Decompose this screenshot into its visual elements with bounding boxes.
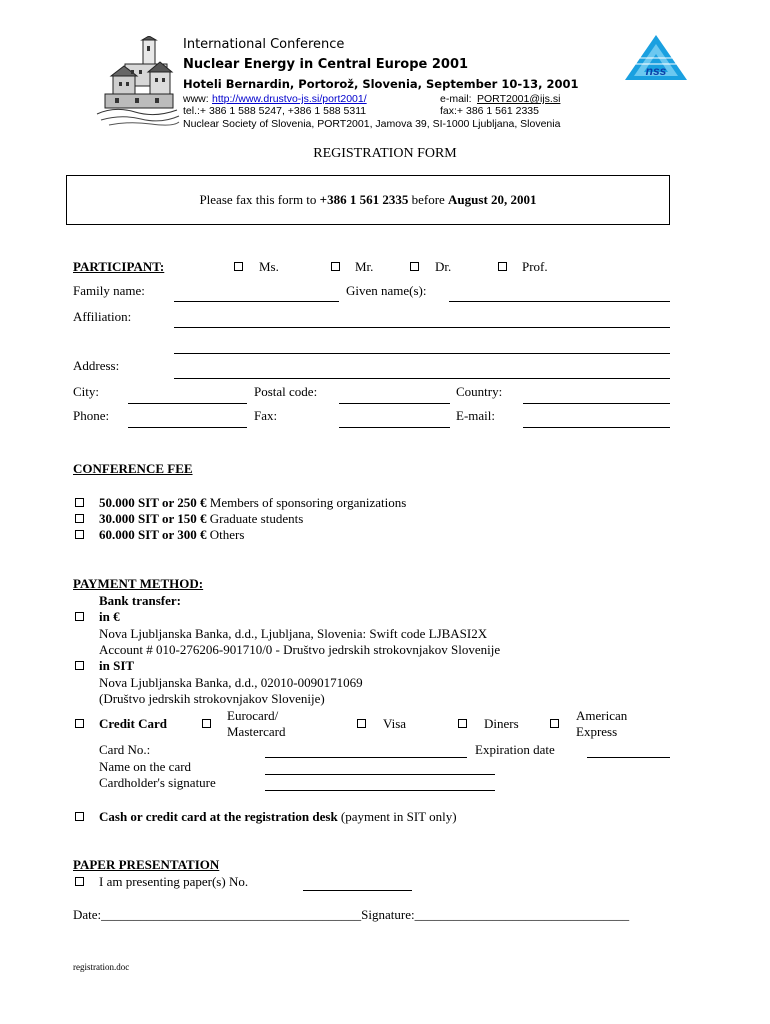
fax-instruction (67, 192, 669, 208)
title-dr-label: Dr. (435, 259, 452, 274)
fee-option-3 (99, 527, 244, 543)
fee-option-checkbox[interactable] (75, 530, 84, 539)
form-title: REGISTRATION FORM (313, 146, 457, 161)
header-fax: fax:+ 386 1 561 2335 (440, 105, 539, 117)
fax-deadline: August 20, 2001 (448, 192, 537, 207)
fee-desc: Graduate students (206, 511, 304, 526)
affiliation-label: Affiliation: (73, 309, 132, 324)
presenting-paper-checkbox[interactable] (75, 877, 84, 886)
affiliation-field-2[interactable] (174, 353, 670, 354)
credit-card-checkbox[interactable] (75, 719, 84, 728)
phone-field[interactable] (128, 427, 247, 428)
credit-card-label: Credit Card (99, 716, 168, 731)
cardholder-signature-field[interactable] (265, 790, 495, 791)
city-field[interactable] (128, 403, 247, 404)
title-mr-checkbox[interactable] (331, 262, 340, 271)
postal-code-field[interactable] (339, 403, 450, 404)
title-prof-label: Prof. (522, 259, 548, 274)
diners-checkbox[interactable] (458, 719, 467, 728)
visa-checkbox[interactable] (357, 719, 366, 728)
fee-option-checkbox[interactable] (75, 498, 84, 507)
pay-eur-checkbox[interactable] (75, 612, 84, 621)
fee-amount: 50.000 SIT or 250 € (99, 495, 207, 510)
expiration-date-field[interactable] (587, 757, 670, 758)
name-on-card-field[interactable] (265, 774, 495, 775)
email-link[interactable]: PORT2001@ijs.si (477, 93, 561, 105)
visa-label: Visa (383, 716, 407, 731)
fax-number: +386 1 561 2335 (319, 192, 409, 207)
sit-bank-details: Nova Ljubljanska Banka, d.d., 02010-0090171069 (99, 675, 363, 690)
participant-heading: PARTICIPANT: (73, 259, 165, 274)
website-link[interactable]: http://www.drustvo-js.si/port2001/ (212, 93, 367, 105)
fax-instruction-pre: Please fax this form to (199, 192, 320, 207)
email-label: e-mail: (440, 93, 472, 105)
castle-illustration (95, 36, 180, 128)
country-field[interactable] (523, 403, 670, 404)
family-name-label: Family name: (73, 283, 145, 298)
eurocard-checkbox[interactable] (202, 719, 211, 728)
bank-transfer-label: Bank transfer: (99, 593, 181, 608)
conference-venue: Hoteli Bernardin, Portorož, Slovenia, September 10-13, 2001 (183, 77, 579, 91)
conference-name-line1: International Conference (183, 37, 345, 52)
amex-label-1: American (576, 708, 628, 723)
given-names-label: Given name(s): (346, 283, 427, 298)
name-on-card-label: Name on the card (99, 759, 192, 774)
address-label: Address: (73, 358, 120, 373)
date-signature-line[interactable]: Date:________________________________________Signature:_________________________________ (73, 907, 630, 922)
title-dr-checkbox[interactable] (410, 262, 419, 271)
phone-label: Phone: (73, 408, 110, 423)
conference-fee-heading: CONFERENCE FEE (73, 461, 193, 476)
paper-number-field[interactable] (303, 890, 412, 891)
fee-amount: 60.000 SIT or 300 € (99, 527, 207, 542)
expiration-date-label: Expiration date (475, 742, 555, 757)
fee-desc: Members of sponsoring organizations (206, 495, 407, 510)
fee-option-checkbox[interactable] (75, 514, 84, 523)
city-label: City: (73, 384, 100, 399)
title-ms-checkbox[interactable] (234, 262, 243, 271)
title-ms-label: Ms. (259, 259, 279, 274)
title-mr-label: Mr. (355, 259, 374, 274)
header-address: Nuclear Society of Slovenia, PORT2001, Jamova 39, SI-1000 Ljubljana, Slovenia (183, 118, 561, 130)
fax-instruction-box (66, 175, 670, 225)
cash-at-desk-note: (payment in SIT only) (337, 809, 457, 824)
fee-option-1 (99, 495, 406, 511)
nss-logo (624, 34, 688, 82)
paper-presentation-heading: PAPER PRESENTATION (73, 857, 220, 872)
cardholder-signature-label: Cardholder's signature (99, 775, 216, 790)
fee-desc: Others (206, 527, 245, 542)
amex-checkbox[interactable] (550, 719, 559, 728)
fax-field[interactable] (339, 427, 450, 428)
card-number-field[interactable] (265, 757, 467, 758)
sit-account-holder: (Društvo jedrskih strokovnjakov Slovenije) (99, 691, 325, 706)
pay-eur-label: in € (99, 609, 120, 624)
payment-method-heading: PAYMENT METHOD: (73, 576, 204, 591)
eur-account-details: Account # 010-276206-901710/0 - Društvo jedrskih strokovnjakov Slovenije (99, 642, 501, 657)
cash-at-desk-option (99, 809, 457, 825)
pay-sit-label: in SIT (99, 658, 135, 673)
family-name-field[interactable] (174, 301, 339, 302)
eurocard-label-1: Eurocard/ (227, 708, 279, 723)
affiliation-field-1[interactable] (174, 327, 670, 328)
title-prof-checkbox[interactable] (498, 262, 507, 271)
amex-label-2: Express (576, 724, 618, 739)
cash-at-desk-label: Cash or credit card at the registration desk (99, 809, 338, 824)
address-field[interactable] (174, 378, 670, 379)
header-telephone: tel.:+ 386 1 588 5247, +386 1 588 5311 (183, 105, 367, 117)
pay-sit-checkbox[interactable] (75, 661, 84, 670)
given-names-field[interactable] (449, 301, 670, 302)
card-number-label: Card No.: (99, 742, 151, 757)
document-filename: registration.doc (73, 962, 130, 972)
email-label-field: E-mail: (456, 408, 495, 423)
eur-bank-details: Nova Ljubljanska Banka, d.d., Ljubljana, Slovenia: Swift code LJBASI2X (99, 626, 488, 641)
email-field[interactable] (523, 427, 670, 428)
website-label: www: (183, 93, 209, 105)
diners-label: Diners (484, 716, 519, 731)
eurocard-label-2: Mastercard (227, 724, 286, 739)
fee-amount: 30.000 SIT or 150 € (99, 511, 207, 526)
presenting-paper-label: I am presenting paper(s) No. (99, 874, 249, 889)
fax-label: Fax: (254, 408, 278, 423)
cash-at-desk-checkbox[interactable] (75, 812, 84, 821)
fax-instruction-mid: before (408, 192, 449, 207)
nss-logo-text: nss (645, 64, 667, 78)
fee-option-2 (99, 511, 303, 527)
conference-name-line2: Nuclear Energy in Central Europe 2001 (183, 57, 469, 72)
postal-code-label: Postal code: (254, 384, 318, 399)
country-label: Country: (456, 384, 503, 399)
